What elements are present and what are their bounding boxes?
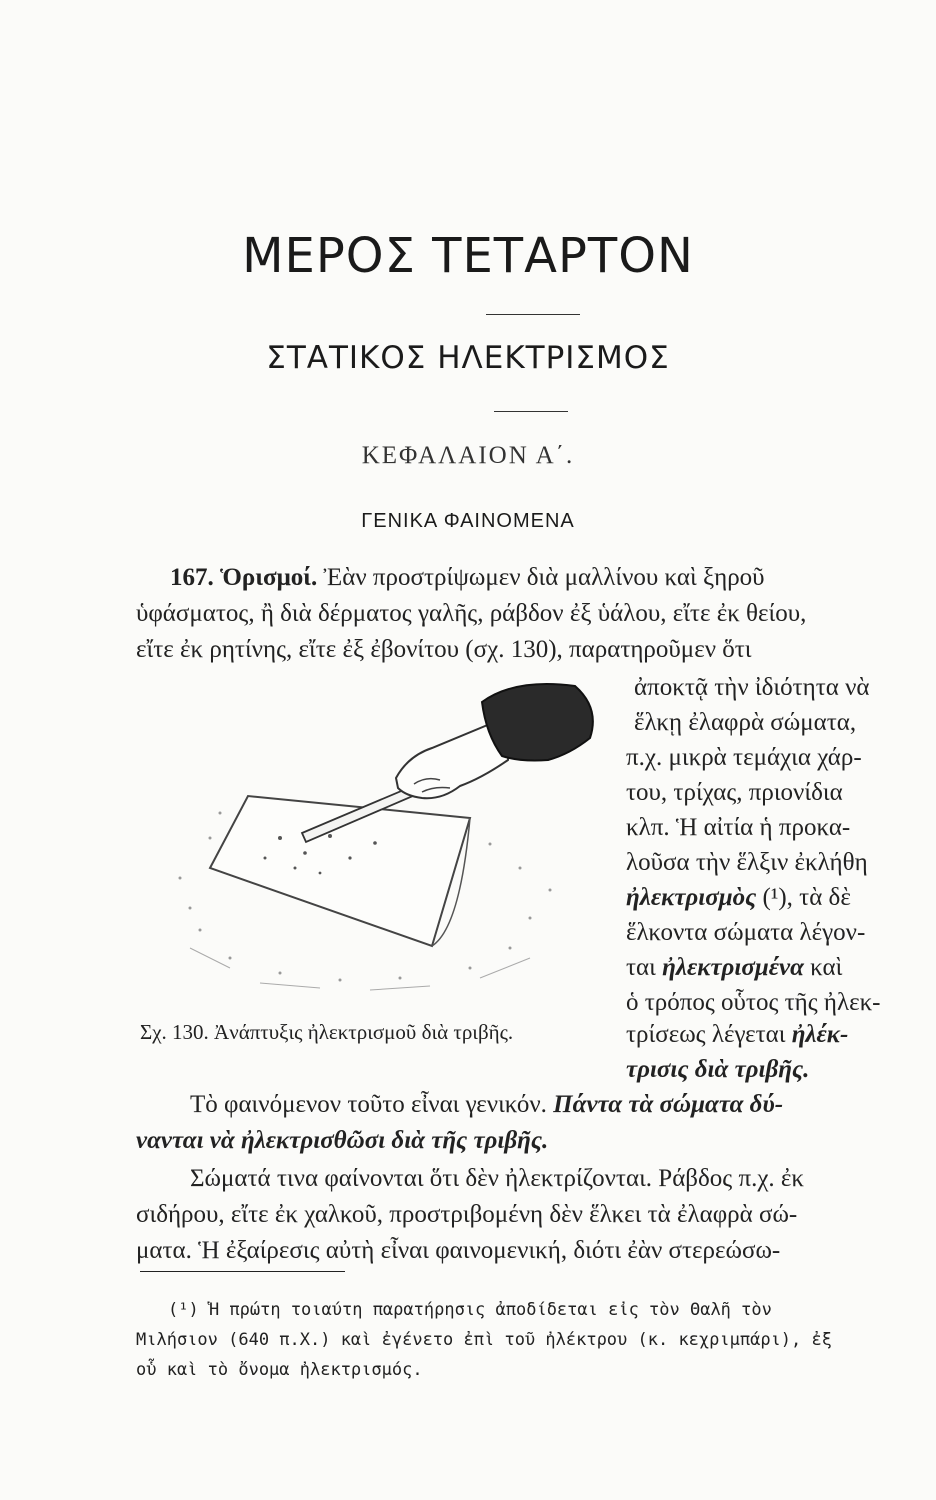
term-electricity: ἠλεκτρισμὸς — [626, 884, 757, 911]
divider — [494, 411, 568, 412]
text-line: ἀποκτᾷ τὴν ἰδιότητα νὰ — [634, 674, 870, 701]
paragraph-heading: Ὁρισμοί. — [220, 564, 318, 591]
chapter-subtitle: ΓΕΝΙΚΑ ΦΑΙΝΟΜΕΝΑ — [361, 510, 575, 532]
term-all-bodies-cont: νανται νὰ ἠλεκτρισθῶσι διὰ τῆς τριβῆς. — [136, 1127, 549, 1154]
footnote-line: οὗ καὶ τὸ ὄνομα ἠλεκτρισμός. — [136, 1360, 423, 1380]
text-line — [190, 1090, 783, 1120]
text-line — [626, 883, 851, 913]
sleeve — [482, 684, 593, 761]
text-line: εἴτε ἐκ ρητίνης, εἴτε ἐξ ἐβονίτου (σχ. 130), παρατηροῦμεν ὅτι — [136, 636, 752, 663]
term-electrified: ἠλεκτρισμένα — [662, 954, 804, 981]
text-line: ὑφάσματος, ἢ διὰ δέρματος γαλῆς, ράβδον ἐξ ὑάλου, εἴτε ἐκ θείου, — [136, 600, 807, 627]
text-line: Σώματά τινα φαίνονται ὅτι δὲν ἠλεκτρίζονται. Ράβδος π.χ. ἐκ — [190, 1165, 805, 1192]
text-line: ἕλκῃ ἐλαφρὰ σώματα, — [634, 709, 857, 736]
text-line: ἕλκοντα σώματα λέγον- — [626, 919, 866, 946]
figure-130-illustration — [170, 668, 610, 1008]
chapter-heading: ΚΕΦΑΛΑΙΟΝ Α΄. — [361, 442, 575, 469]
text-line: Ἐὰν προστρίψωμεν διὰ μαλλίνου καὶ ξηροῦ — [323, 564, 765, 591]
table-hatching — [190, 948, 530, 990]
text-line: λοῦσα τὴν ἕλξιν ἐκλήθη — [626, 849, 868, 876]
part-title: ΜΕΡΟΣ ΤΕΤΑΡΤΟΝ — [242, 228, 694, 284]
divider — [486, 314, 580, 315]
text-span: (¹), τὰ δὲ — [756, 884, 851, 911]
text-span: Τὸ φαινόμενον τοῦτο εἶναι γενικόν. — [190, 1091, 554, 1118]
text-line: του, τρίχας, πριονίδια — [626, 779, 843, 806]
text-line: κλπ. Ἡ αἰτία ἡ προκα- — [626, 814, 851, 841]
text-span: ται — [626, 954, 663, 981]
para1-line1 — [170, 563, 765, 593]
term-electrification: ἠλέκ- — [791, 1021, 849, 1048]
text-line: ματα. Ἡ ἐξαίρεσις αὐτὴ εἶναι φαινομενική, διότι ἐὰν στερεώσω- — [136, 1237, 781, 1264]
text-line: π.χ. μικρὰ τεμάχια χάρ- — [626, 744, 862, 771]
figure-caption: Σχ. 130. Ἀνάπτυξις ἠλεκτρισμοῦ διὰ τριβῆς. — [140, 1020, 514, 1044]
text-line — [626, 953, 842, 983]
section-title: ΣΤΑΤΙΚΟΣ ΗΛΕΚΤΡΙΣΜΟΣ — [266, 340, 670, 376]
text-span: τρίσεως λέγεται — [626, 1021, 792, 1048]
term-all-bodies: Πάντα τὰ σώματα δύ- — [553, 1091, 784, 1118]
footnote-line: (¹) Ἡ πρώτη τοιαύτη παρατήρησις ἀποδίδεται εἰς τὸν Θαλῆ τὸν — [168, 1300, 772, 1320]
text-span: καὶ — [803, 954, 843, 981]
text-line — [626, 1020, 848, 1050]
term-electrification-cont: τρισις διὰ τριβῆς. — [626, 1056, 810, 1083]
text-line: ὁ τρόπος οὗτος τῆς ἠλεκ- — [626, 989, 881, 1016]
footnote-line: Μιλήσιον (640 π.Χ.) καὶ ἐγένετο ἐπὶ τοῦ ἠλέκτρου (κ. κεχριμπάρι), ἐξ — [136, 1330, 832, 1350]
paragraph-number: 167. — [170, 564, 214, 591]
footnote-divider — [140, 1271, 345, 1272]
text-line: σιδήρου, εἴτε ἐκ χαλκοῦ, προστριβομένη δὲν ἕλκει τὰ ἐλαφρὰ σώ- — [136, 1201, 798, 1228]
